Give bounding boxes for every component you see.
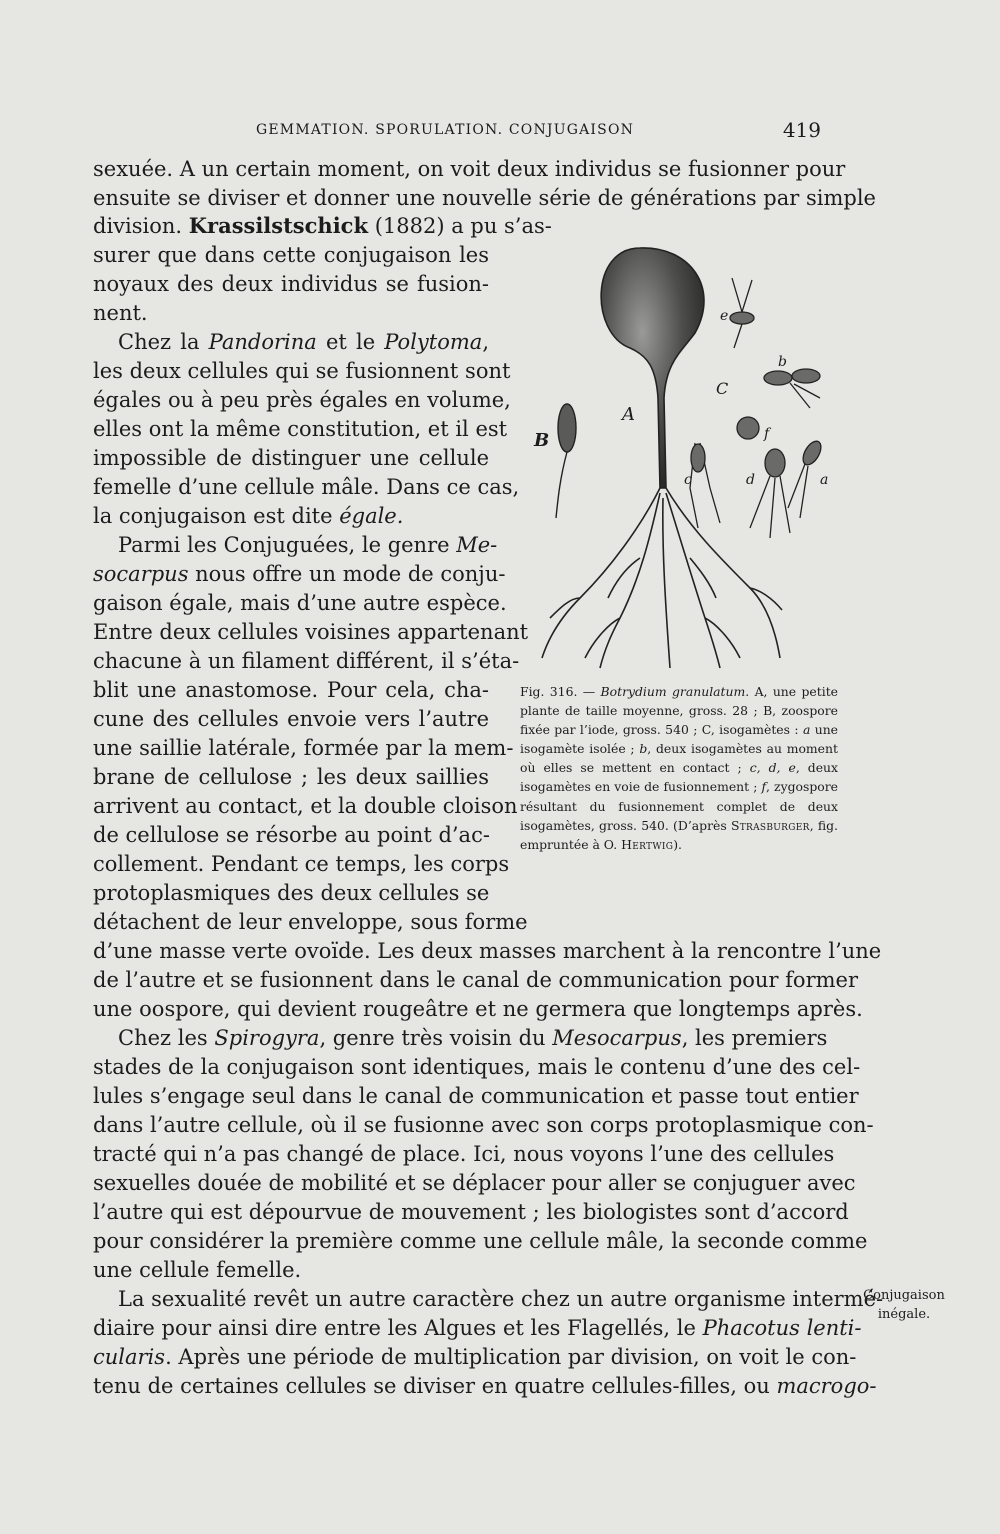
botrydium-illustration bbox=[520, 238, 840, 678]
text-line: de cellulose se résorbe au point d’ac- bbox=[93, 823, 490, 847]
author-name: Krassilstschick bbox=[188, 213, 369, 238]
text-line: détachent de leur enveloppe, sous forme bbox=[93, 910, 528, 934]
text-line: la conjugaison est dite égale. bbox=[93, 504, 404, 528]
text-line: impossible de distinguer une cellule bbox=[93, 446, 489, 470]
text-line: socarpus nous offre un mode de conju- bbox=[93, 562, 506, 586]
label-b-upper: B bbox=[534, 430, 550, 451]
plant-a bbox=[542, 248, 782, 668]
text-line: Entre deux cellules voisines appartenant bbox=[93, 620, 529, 644]
page-number: 419 bbox=[782, 118, 821, 142]
isogametes-c bbox=[690, 278, 825, 538]
text-line: arrivent au contact, et la double cloison bbox=[93, 794, 518, 818]
text-line: d’une masse verte ovoïde. Les deux masses marchent à la rencontre l’une bbox=[93, 939, 882, 963]
label-c-upper: C bbox=[716, 379, 729, 398]
text-line: blit une anastomose. Pour cela, cha- bbox=[93, 678, 489, 702]
text-line: elles ont la même constitution, et il est bbox=[93, 417, 508, 441]
text-line: nent. bbox=[93, 301, 148, 325]
text-line: cularis. Après une période de multiplication par division, on voit le con- bbox=[93, 1345, 857, 1369]
text-line: chacune à un filament différent, il s’éta- bbox=[93, 649, 520, 673]
text-line: stades de la conjugaison sont identiques, mais le contenu d’une des cel- bbox=[93, 1055, 861, 1079]
text-line: tracté qui n’a pas changé de place. Ici, nous voyons l’une des cellules bbox=[93, 1142, 835, 1166]
text-line: Parmi les Conjuguées, le genre Me- bbox=[118, 533, 498, 557]
label-a-upper: A bbox=[622, 404, 635, 425]
text-line: les deux cellules qui se fusionnent sont bbox=[93, 359, 511, 383]
text-line: Chez la Pandorina et le Polytoma, bbox=[118, 330, 489, 354]
label-a: a bbox=[820, 472, 829, 488]
text-line: lules s’engage seul dans le canal de communication et passe tout entier bbox=[93, 1084, 859, 1108]
page-header bbox=[256, 118, 821, 142]
margin-note-line: Conjugaison bbox=[863, 1288, 945, 1303]
text-line: l’autre qui est dépourvue de mouvement ; les biologistes sont d’accord bbox=[93, 1200, 849, 1224]
label-f: f bbox=[764, 426, 770, 442]
text-line: dans l’autre cellule, où il se fusionne avec son corps protoplasmique con- bbox=[93, 1113, 874, 1137]
text-line: division. Krassilstschick (1882) a pu s’as- bbox=[93, 213, 552, 238]
text-line: protoplasmiques des deux cellules se bbox=[93, 881, 490, 905]
label-c: c bbox=[684, 472, 692, 488]
text-line: une saillie latérale, formée par la mem- bbox=[93, 736, 514, 760]
text-line: pour considérer la première comme une cellule mâle, la seconde comme bbox=[93, 1229, 868, 1253]
figure-caption: Fig. 316. — Botrydium granulatum. A, une petite plante de taille moyenne, gross. 28 ; B, zoospore fixée par l’iode, gross. 540 ; C, isogamètes : a une isogamète isolée ; b, deux isogamètes au moment où elles se mettent en contact ; c, d, e, deux isogamètes en voie de fusionnement ; f, zygospore résultant du fusionnement complet de deux isogamètes, gross. 540. (D’après Strasburger, fig. empruntée à O. Hertwig). bbox=[520, 684, 839, 852]
text-line: une cellule femelle. bbox=[93, 1258, 302, 1282]
text-line: femelle d’une cellule mâle. Dans ce cas, bbox=[93, 475, 520, 499]
text-line: gaison égale, mais d’une autre espèce. bbox=[93, 591, 507, 615]
text-line: noyaux des deux individus se fusion- bbox=[93, 272, 489, 296]
zoospore-b bbox=[556, 404, 576, 518]
label-e: e bbox=[720, 308, 729, 324]
text-line: de l’autre et se fusionnent dans le canal de communication pour former bbox=[93, 968, 858, 992]
text-line: cune des cellules envoie vers l’autre bbox=[93, 707, 489, 731]
text-line: sexuelles douée de mobilité et se déplacer pour aller se conjuguer avec bbox=[93, 1171, 856, 1195]
text-line: sexuée. A un certain moment, on voit deux individus se fusionner pour bbox=[93, 157, 846, 181]
text-line: surer que dans cette conjugaison les bbox=[93, 243, 489, 267]
text-line: brane de cellulose ; les deux saillies bbox=[93, 765, 489, 789]
label-b: b bbox=[778, 354, 787, 370]
figure-botrydium bbox=[520, 238, 840, 678]
text-line: Chez les Spirogyra, genre très voisin du Mesocarpus, les premiers bbox=[118, 1026, 828, 1050]
text-line: diaire pour ainsi dire entre les Algues et les Flagellés, le Phacotus lenti- bbox=[93, 1316, 862, 1340]
text-line: égales ou à peu près égales en volume, bbox=[93, 388, 511, 412]
text-line: ensuite se diviser et donner une nouvelle série de générations par simple bbox=[93, 186, 876, 210]
label-d: d bbox=[746, 472, 755, 488]
text-line: La sexualité revêt un autre caractère chez un autre organisme intermé- bbox=[118, 1287, 884, 1311]
text-line: tenu de certaines cellules se diviser en quatre cellules-filles, ou macrogo- bbox=[93, 1374, 877, 1398]
margin-note-line: inégale. bbox=[877, 1307, 931, 1322]
text-line: une oospore, qui devient rougeâtre et ne germera que longtemps après. bbox=[93, 997, 863, 1021]
running-title: GEMMATION. SPORULATION. CONJUGAISON bbox=[256, 122, 635, 138]
text-line: collement. Pendant ce temps, les corps bbox=[93, 852, 510, 876]
margin-note bbox=[846, 1286, 962, 1324]
